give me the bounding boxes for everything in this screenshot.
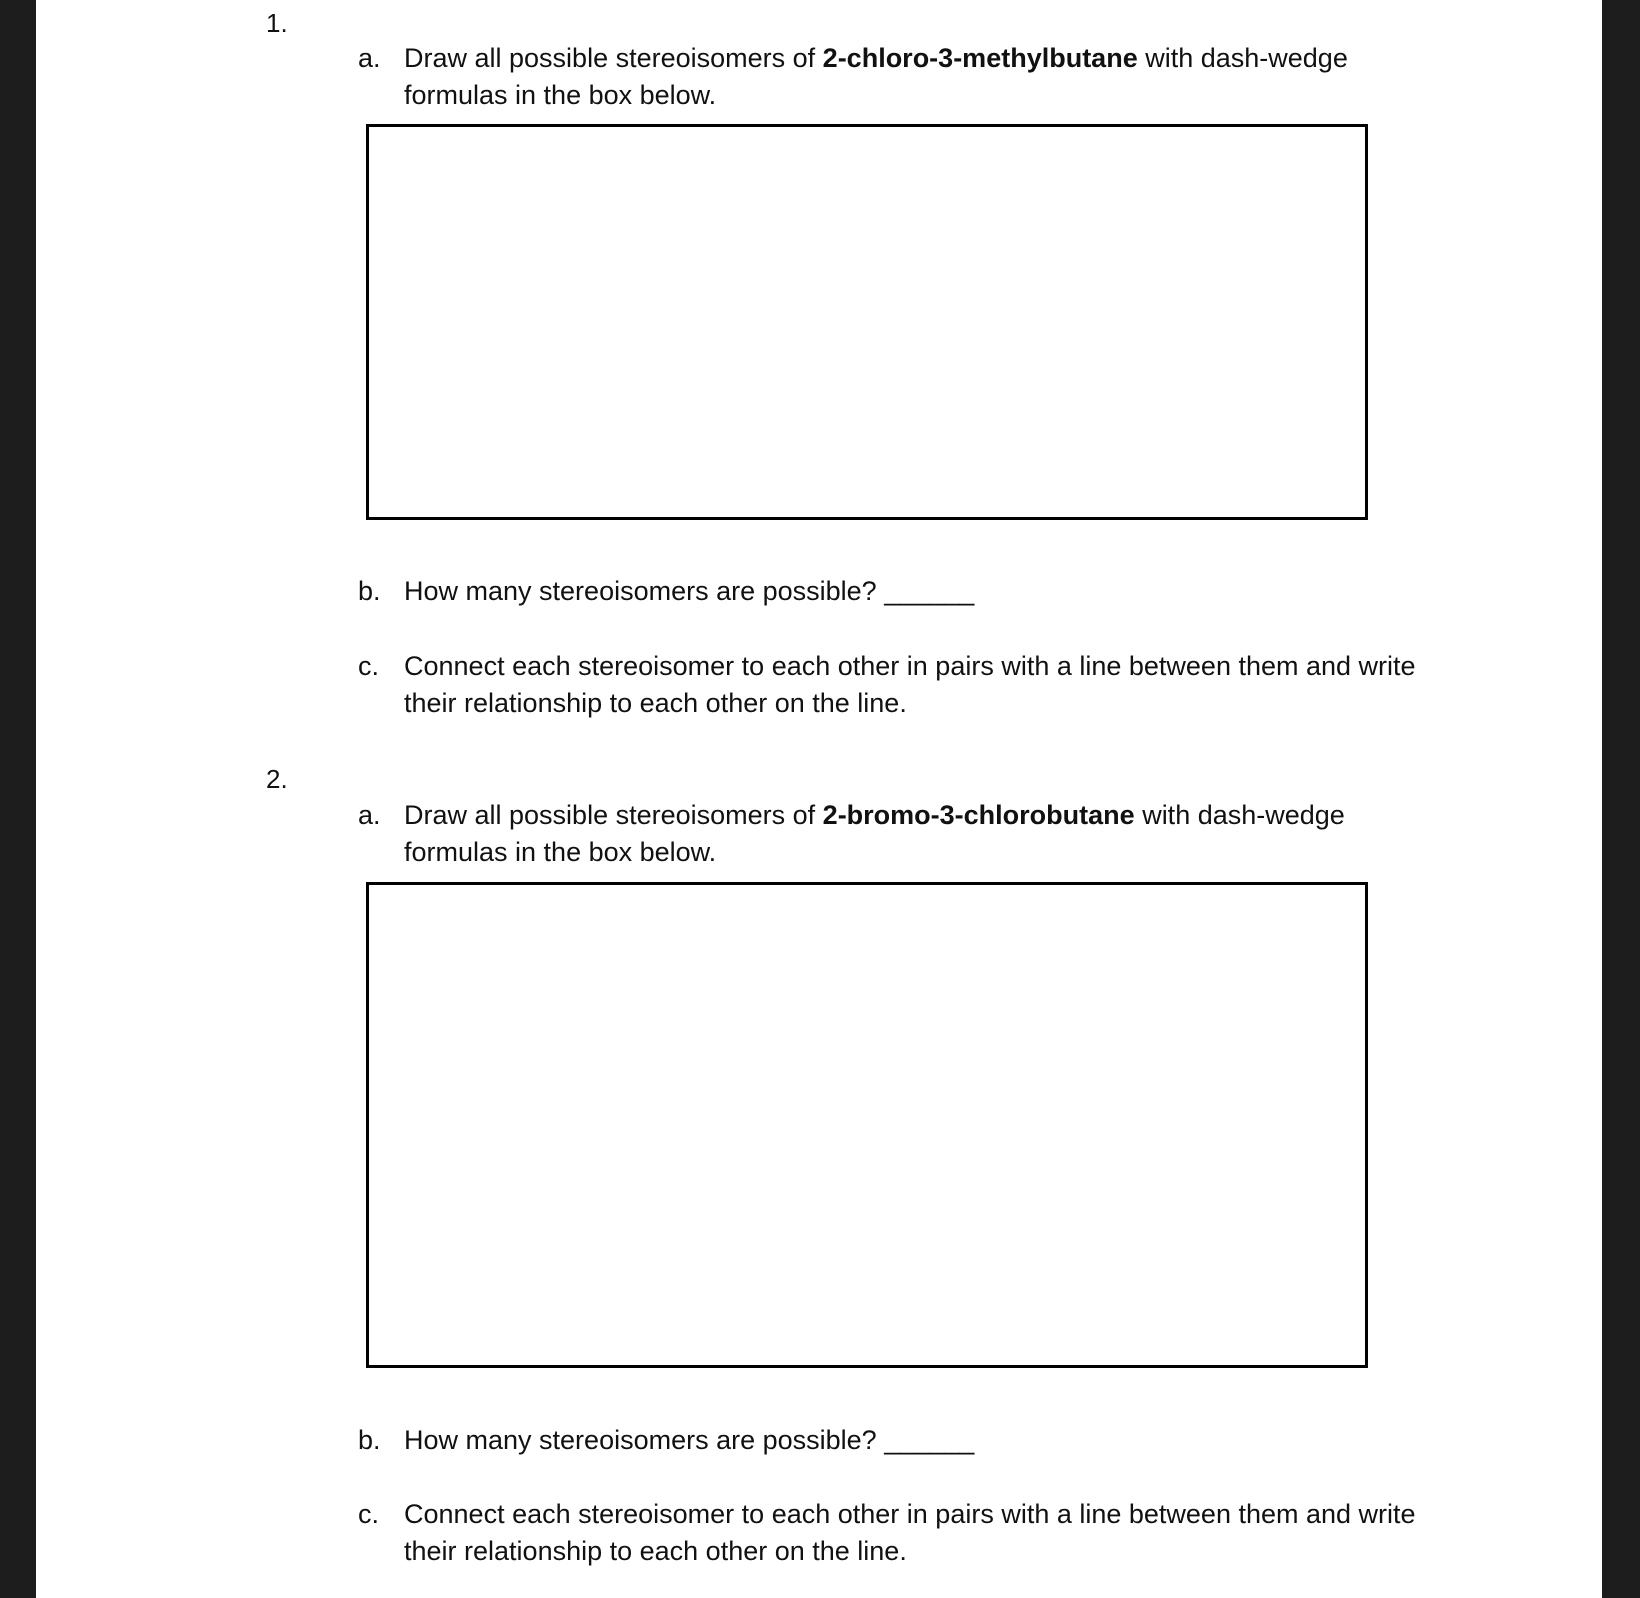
question-2-drawing-box[interactable]: [366, 882, 1368, 1368]
question-2a-text-before: Draw all possible stereoisomers of: [404, 800, 823, 830]
question-1b-prompt: How many stereoisomers are possible?: [404, 576, 877, 606]
question-1b: [358, 573, 1428, 610]
question-1c: [358, 648, 1428, 722]
question-2c-letter: c.: [358, 1499, 380, 1529]
question-1c-text: Connect each stereoisomer to each other in pairs with a line between them and write their relationship to each other on the line.: [404, 651, 1416, 718]
question-2c-text: Connect each stereoisomer to each other in pairs with a line between them and write their relationship to each other on the line.: [404, 1499, 1416, 1566]
worksheet-page: [36, 0, 1602, 1598]
question-1b-text: [404, 573, 1428, 610]
question-2-number: 2.: [266, 764, 288, 794]
question-2b-prompt: How many stereoisomers are possible?: [404, 1425, 877, 1455]
question-2b: [358, 1422, 1428, 1459]
question-2a-compound: 2-bromo-3-chlorobutane: [822, 800, 1135, 830]
question-1b-letter: b.: [358, 576, 381, 606]
question-2b-answer-blank[interactable]: ______: [884, 1425, 975, 1455]
question-1a-text-after: with dash-wedge formulas in the box below.: [404, 43, 1348, 110]
question-2a-letter: a.: [358, 800, 381, 830]
question-2a-text: [404, 797, 1428, 871]
question-1b-answer-blank[interactable]: ______: [884, 576, 975, 606]
question-2b-letter: b.: [358, 1425, 381, 1455]
question-1-number: 1.: [266, 8, 288, 38]
question-1a-text: [404, 40, 1428, 114]
question-1a-compound: 2-chloro-3-methylbutane: [822, 43, 1138, 73]
question-1a-text-before: Draw all possible stereoisomers of: [404, 43, 823, 73]
question-2b-text: [404, 1422, 1428, 1459]
question-2a-text-after: with dash-wedge formulas in the box below.: [404, 800, 1345, 867]
question-1c-letter: c.: [358, 651, 380, 681]
question-2a: [358, 797, 1428, 871]
question-1a-letter: a.: [358, 43, 381, 73]
question-1-drawing-box[interactable]: [366, 124, 1368, 520]
question-2c: [358, 1496, 1428, 1570]
question-1a: [358, 40, 1428, 114]
